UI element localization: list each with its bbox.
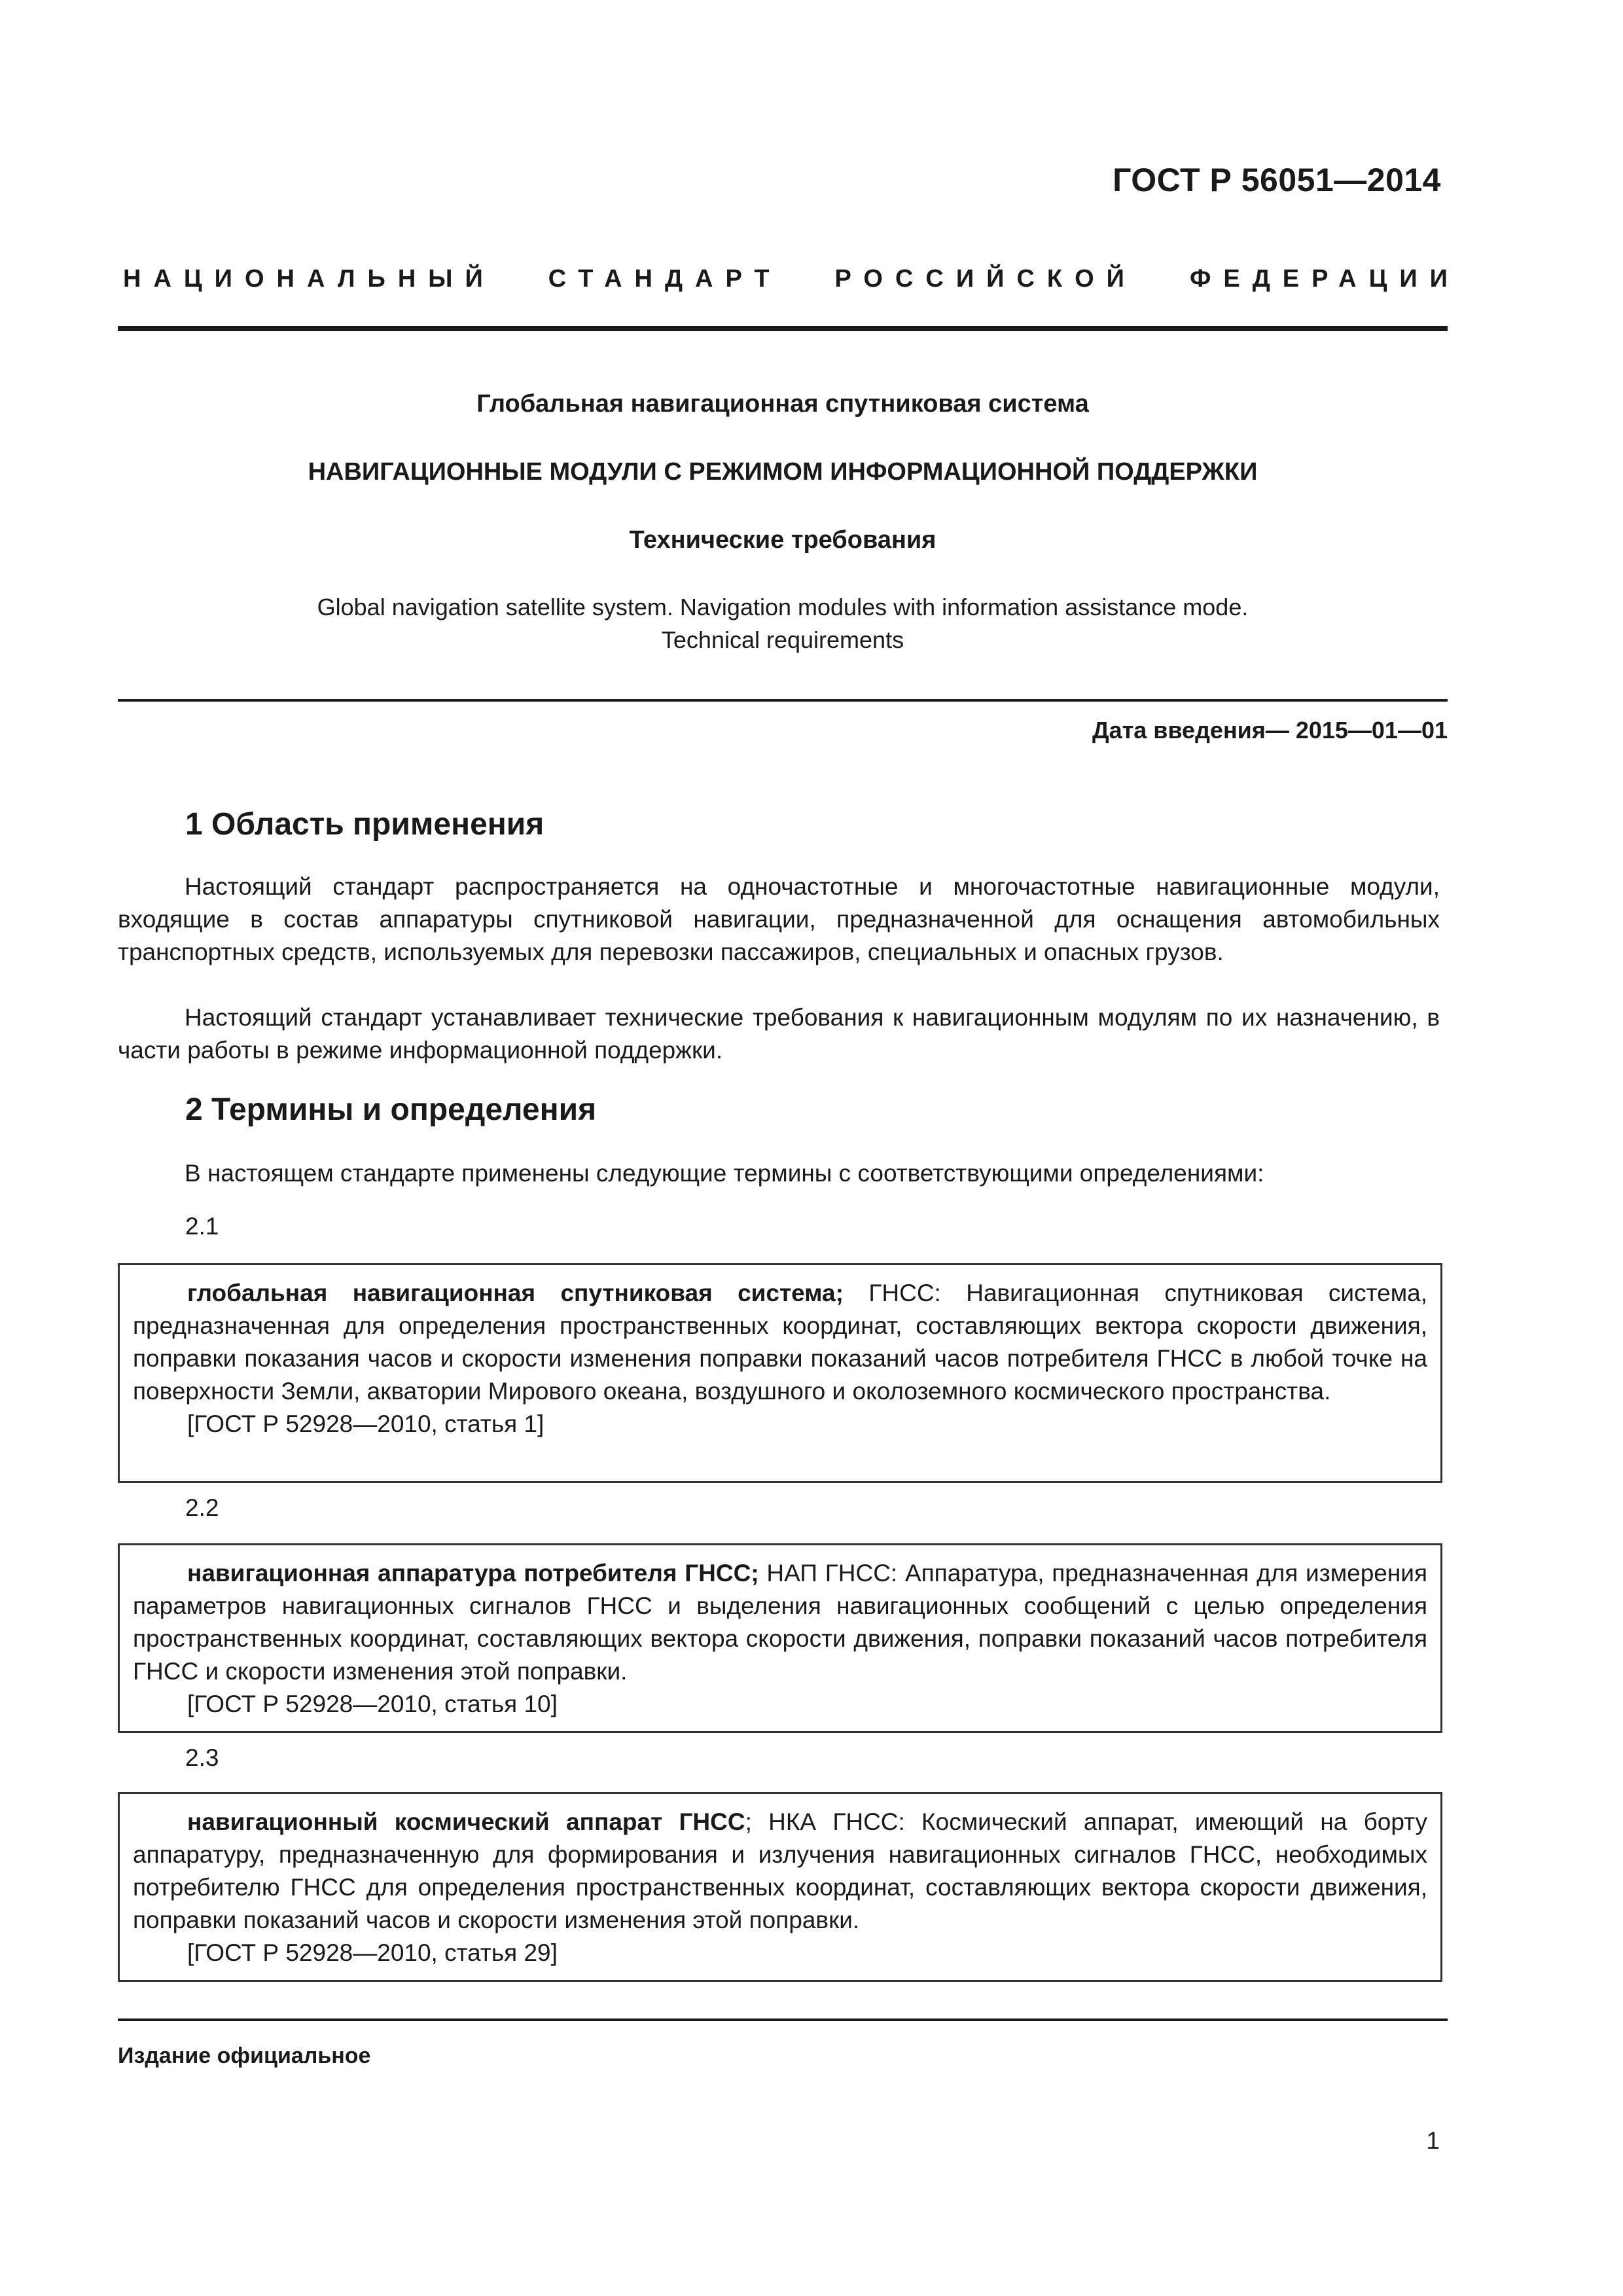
gost-number: ГОСТ Р 56051—2014 [1113,162,1441,198]
section-1-paragraph-2: Настоящий стандарт устанавливает технические требования к навигационным модулям по их назначению, в части работы в режиме информационной поддержки. [118,1004,1440,1064]
term-definition-box [118,1543,1442,1733]
term-name: глобальная навигационная спутниковая система; [187,1280,844,1306]
english-title-line-2: Technical requirements [661,626,904,653]
term-definition: НАП ГНСС: Аппаратура, предназначенная для измерения параметров навигационных сигналов ГНСС и выделения навигационных сообщений с целью определения пространственных координат, составляющих вектора скорости движения, поправки показаний часов потребителя ГНСС и скорости изменения этой поправки. [133,1560,1427,1685]
term-definition: ; НКА ГНСС: Космический аппарат, имеющий на борту аппаратуру, предназначенную для формирования и излучения навигационных сигналов ГНСС, необходимых потребителю ГНСС для определения пространственных координат, составляющих вектора скорости движения, поправки показаний часов и скорости изменения этой поправки. [133,1808,1428,1933]
standard-word: ФЕДЕРАЦИИ [1189,265,1460,293]
document-title-line-2: НАВИГАЦИОННЫЕ МОДУЛИ С РЕЖИМОМ ИНФОРМАЦИОННОЙ ПОДДЕРЖКИ [308,458,1258,486]
section-1-paragraph-1: Настоящий стандарт распространяется на одночастотные и многочастотные навигационные модули, входящие в состав аппаратуры спутниковой навигации, предназначенной для оснащения автомобильных транспортных средств, используемых для перевозки пассажиров, специальных и опасных грузов. [118,873,1440,965]
standard-designation [123,265,1460,293]
section-2-intro: В настоящем стандарте применены следующие термины с соответствующими определениями: [185,1160,1264,1187]
section-2-heading: 2 Термины и определения [185,1092,597,1127]
footer-divider [118,2018,1448,2021]
header-divider [118,326,1448,331]
introduction-date: Дата введения— 2015—01—01 [1092,717,1448,744]
term-text [133,1277,1427,1408]
english-title-line-1: Global navigation satellite system. Navigation modules with information assistance mode. [317,594,1249,620]
term-number: 2.1 [185,1213,219,1240]
document-title-line-1: Глобальная навигационная спутниковая система [476,390,1089,418]
term-text [133,1806,1427,1937]
term-definition-box [118,1263,1442,1483]
title-divider [118,699,1448,702]
term-text [133,1557,1427,1688]
term-name: навигационная аппаратура потребителя ГНСС; [187,1560,759,1587]
standard-word: НАЦИОНАЛЬНЫЙ [123,265,495,293]
standard-word: СТАНДАРТ [548,265,782,293]
term-number: 2.3 [185,1744,219,1771]
term-definition: ГНСС: Навигационная спутниковая система, предназначенная для определения пространственных координат, составляющих вектора скорости движения, поправки показания часов и скорости изменения поправки показаний часов потребителя ГНСС в любой точке на поверхности Земли, акватории Мирового океана, воздушного и околоземного космического пространства. [133,1280,1427,1405]
term-definition-box [118,1792,1442,1982]
english-title [118,591,1448,656]
term-name: навигационный космический аппарат ГНСС [187,1808,745,1835]
term-reference: [ГОСТ Р 52928—2010, статья 1] [187,1410,544,1437]
term-reference: [ГОСТ Р 52928—2010, статья 10] [187,1691,558,1717]
term-number: 2.2 [185,1494,219,1521]
edition-label: Издание официальное [118,2043,371,2068]
page-number: 1 [1426,2127,1440,2154]
term-reference: [ГОСТ Р 52928—2010, статья 29] [187,1939,558,1966]
section-1-heading: 1 Область применения [185,807,544,842]
document-title-line-3: Технические требования [629,526,936,554]
standard-word: РОССИЙСКОЙ [834,265,1137,293]
